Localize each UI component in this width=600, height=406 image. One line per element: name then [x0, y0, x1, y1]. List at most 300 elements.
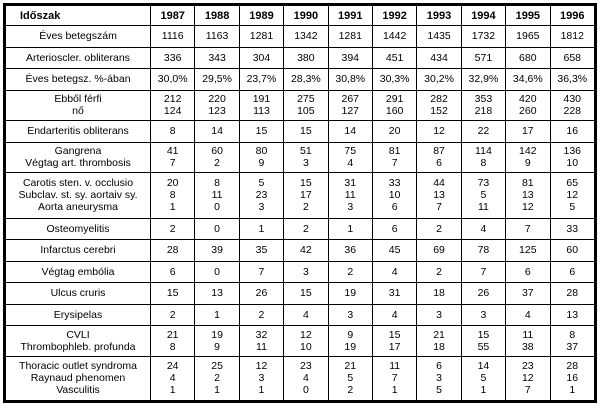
- cell-value: 51: [300, 145, 312, 158]
- value-cell: [328, 326, 372, 357]
- value-cell: [239, 142, 283, 173]
- value-cell: [151, 121, 195, 143]
- cell-value: 15: [166, 287, 179, 300]
- cell-value: 33: [388, 177, 401, 190]
- value-cell: [417, 326, 461, 357]
- value-cell: [417, 26, 461, 48]
- cell-value: 8: [569, 328, 576, 341]
- value-cell: [417, 261, 461, 283]
- cell-value: 260: [519, 105, 537, 118]
- cell-value: 31: [344, 177, 357, 190]
- value-cell: [195, 47, 239, 69]
- table-row: [6, 69, 595, 91]
- table-row: [6, 142, 595, 173]
- cell-value: 19: [211, 328, 223, 341]
- value-cell: [284, 261, 328, 283]
- row-label-line: CVLI: [66, 328, 90, 341]
- cell-value: 30,0%: [157, 73, 188, 86]
- value-cell: [284, 304, 328, 326]
- cell-value: 3: [258, 201, 265, 214]
- cell-value: 6: [524, 265, 531, 278]
- row-label: [6, 304, 151, 326]
- value-cell: [550, 240, 594, 262]
- row-label-line: Endarteritis obliterans: [27, 125, 129, 138]
- value-cell: [328, 69, 372, 91]
- value-cell: [461, 240, 505, 262]
- value-cell: [328, 121, 372, 143]
- row-label-line: nő: [72, 105, 84, 118]
- cell-value: 13: [521, 189, 534, 202]
- table-row: [6, 326, 595, 357]
- cell-value: 10: [300, 340, 312, 353]
- cell-value: 1116: [161, 30, 184, 43]
- cell-value: 6: [169, 265, 176, 278]
- cell-value: 123: [208, 105, 226, 118]
- cell-value: 1435: [427, 30, 451, 43]
- cell-value: 28: [566, 360, 579, 373]
- value-cell: [372, 261, 416, 283]
- value-cell: [284, 240, 328, 262]
- cell-value: 41: [166, 145, 179, 158]
- cell-value: 218: [474, 105, 493, 118]
- value-cell: [461, 142, 505, 173]
- table-row: [6, 26, 595, 48]
- year-header: 1988: [195, 6, 239, 26]
- cell-value: 19: [344, 340, 357, 353]
- year-header: 1993: [417, 6, 461, 26]
- value-cell: [195, 240, 239, 262]
- cell-value: 6: [569, 265, 576, 278]
- cell-value: 291: [385, 93, 404, 106]
- value-cell: [328, 173, 372, 218]
- value-cell: [239, 69, 283, 91]
- row-label: [6, 240, 151, 262]
- cell-value: 35: [255, 244, 268, 257]
- value-cell: [550, 218, 594, 240]
- cell-value: 14: [477, 360, 490, 373]
- cell-value: 11: [256, 340, 267, 353]
- value-cell: [284, 173, 328, 218]
- value-cell: [151, 26, 195, 48]
- value-cell: [328, 26, 372, 48]
- value-cell: [195, 69, 239, 91]
- value-cell: [151, 69, 195, 91]
- cell-value: 45: [388, 244, 401, 257]
- row-label: [6, 121, 151, 143]
- value-cell: [284, 121, 328, 143]
- cell-value: 13: [433, 189, 445, 202]
- cell-value: 15: [477, 328, 490, 341]
- cell-value: 2: [258, 308, 265, 321]
- table-row: [6, 121, 595, 143]
- cell-value: 23: [521, 360, 534, 373]
- value-cell: [417, 173, 461, 218]
- cell-value: 23: [255, 189, 268, 202]
- value-cell: [195, 261, 239, 283]
- value-cell: [151, 218, 195, 240]
- value-cell: [372, 356, 416, 400]
- year-header: 1987: [151, 6, 195, 26]
- cell-value: 8: [169, 125, 176, 138]
- value-cell: [328, 283, 372, 305]
- cell-value: 5: [347, 372, 354, 385]
- cell-value: 6: [391, 222, 398, 235]
- value-cell: [506, 240, 550, 262]
- cell-value: 125: [519, 244, 537, 257]
- cell-value: 2: [169, 222, 176, 235]
- cell-value: 142: [519, 145, 537, 158]
- cell-value: 127: [341, 105, 360, 118]
- year-header: 1990: [284, 6, 328, 26]
- value-cell: [151, 356, 195, 400]
- cell-value: 18: [433, 287, 445, 300]
- value-cell: [417, 142, 461, 173]
- cell-value: 21: [433, 328, 445, 341]
- cell-value: 0: [214, 265, 220, 278]
- header-label: Időszak: [6, 6, 151, 26]
- value-cell: [195, 356, 239, 400]
- cell-value: 13: [566, 308, 579, 321]
- value-cell: [328, 218, 372, 240]
- cell-value: 5: [480, 372, 487, 385]
- value-cell: [461, 304, 505, 326]
- value-cell: [151, 142, 195, 173]
- cell-value: 26: [477, 287, 490, 300]
- cell-value: 17: [300, 189, 312, 202]
- row-label-line: Vasculitis: [56, 384, 100, 397]
- value-cell: [550, 121, 594, 143]
- value-cell: [506, 173, 550, 218]
- table-row: [6, 261, 595, 283]
- cell-value: 3: [436, 372, 442, 385]
- table-row: [6, 240, 595, 262]
- value-cell: [461, 356, 505, 400]
- cell-value: 1163: [205, 30, 229, 43]
- cell-value: 282: [430, 93, 448, 106]
- row-label: [6, 356, 151, 400]
- cell-value: 0: [214, 201, 220, 214]
- value-cell: [550, 261, 594, 283]
- cell-value: 275: [297, 93, 315, 106]
- value-cell: [372, 121, 416, 143]
- cell-value: 1: [569, 384, 576, 397]
- table-row: [6, 283, 595, 305]
- value-cell: [328, 90, 372, 121]
- cell-value: 28: [566, 287, 579, 300]
- value-cell: [417, 47, 461, 69]
- cell-value: 4: [347, 157, 354, 170]
- value-cell: [550, 26, 594, 48]
- row-label-line: Carotis sten. v. occlusio: [22, 177, 134, 190]
- cell-value: 81: [521, 177, 534, 190]
- cell-value: 32,9%: [468, 73, 499, 86]
- value-cell: [550, 173, 594, 218]
- value-cell: [151, 47, 195, 69]
- row-label-line: Arterioscler. obliterans: [26, 51, 130, 64]
- cell-value: 11: [389, 360, 401, 373]
- table-row: [6, 218, 595, 240]
- cell-value: 10: [566, 157, 579, 170]
- cell-value: 680: [519, 51, 537, 64]
- value-cell: [461, 69, 505, 91]
- cell-value: 5: [436, 384, 442, 397]
- value-cell: [372, 173, 416, 218]
- cell-value: 14: [211, 125, 223, 138]
- value-cell: [372, 69, 416, 91]
- value-cell: [372, 218, 416, 240]
- statistics-table: [5, 5, 595, 401]
- value-cell: [328, 356, 372, 400]
- cell-value: 20: [388, 125, 401, 138]
- cell-value: 7: [524, 222, 531, 235]
- cell-value: 60: [211, 145, 223, 158]
- cell-value: 13: [211, 287, 223, 300]
- cell-value: 1281: [338, 30, 362, 43]
- value-cell: [195, 26, 239, 48]
- value-cell: [550, 326, 594, 357]
- value-cell: [461, 261, 505, 283]
- row-label: [6, 47, 151, 69]
- cell-value: 1: [391, 384, 398, 397]
- value-cell: [195, 283, 239, 305]
- cell-value: 6: [436, 360, 442, 373]
- cell-value: 26: [255, 287, 268, 300]
- cell-value: 4: [169, 372, 176, 385]
- value-cell: [239, 261, 283, 283]
- cell-value: 0: [302, 384, 309, 397]
- row-label-line: Subclav. st. sy. aortaiv sy.: [18, 189, 138, 202]
- row-label: [6, 69, 151, 91]
- row-label-line: Osteomyelitis: [46, 222, 110, 235]
- row-label: [6, 26, 151, 48]
- cell-value: 1: [214, 384, 220, 397]
- value-cell: [506, 121, 550, 143]
- cell-value: 1: [258, 384, 265, 397]
- cell-value: 4: [524, 308, 531, 321]
- cell-value: 12: [521, 372, 534, 385]
- value-cell: [284, 142, 328, 173]
- cell-value: 152: [430, 105, 448, 118]
- cell-value: 73: [477, 177, 490, 190]
- year-header: 1992: [372, 6, 416, 26]
- cell-value: 2: [347, 384, 354, 397]
- cell-value: 136: [563, 145, 582, 158]
- value-cell: [239, 121, 283, 143]
- value-cell: [461, 173, 505, 218]
- cell-value: 20: [166, 177, 179, 190]
- value-cell: [328, 261, 372, 283]
- table-row: [6, 173, 595, 218]
- value-cell: [195, 304, 239, 326]
- cell-value: 220: [208, 93, 226, 106]
- cell-value: 2: [302, 201, 309, 214]
- value-cell: [151, 304, 195, 326]
- value-cell: [372, 283, 416, 305]
- row-label-line: Thrombophleb. profunda: [20, 340, 136, 353]
- table-body: [6, 26, 595, 401]
- value-cell: [417, 240, 461, 262]
- row-label-line: Végtag embólia: [41, 265, 115, 278]
- cell-value: 55: [477, 340, 490, 353]
- value-cell: [417, 218, 461, 240]
- cell-value: 60: [566, 244, 579, 257]
- value-cell: [239, 283, 283, 305]
- cell-value: 8: [169, 189, 176, 202]
- value-cell: [151, 326, 195, 357]
- row-label: [6, 326, 151, 357]
- cell-value: 21: [166, 328, 179, 341]
- row-label-line: Éves betegsz. %-ában: [25, 73, 131, 86]
- cell-value: 191: [252, 93, 271, 106]
- cell-value: 4: [302, 372, 309, 385]
- cell-value: 36,3%: [557, 73, 588, 86]
- value-cell: [284, 326, 328, 357]
- value-cell: [239, 326, 283, 357]
- cell-value: 15: [300, 177, 312, 190]
- value-cell: [239, 240, 283, 262]
- row-label-line: Thoracic outlet syndroma: [19, 360, 137, 373]
- cell-value: 15: [300, 125, 312, 138]
- cell-value: 3: [480, 308, 487, 321]
- cell-value: 105: [297, 105, 315, 118]
- cell-value: 5: [258, 177, 265, 190]
- value-cell: [195, 121, 239, 143]
- cell-value: 1442: [382, 30, 407, 43]
- value-cell: [195, 326, 239, 357]
- value-cell: [461, 26, 505, 48]
- cell-value: 2: [214, 372, 220, 385]
- cell-value: 304: [252, 51, 271, 64]
- year-header: 1991: [328, 6, 372, 26]
- value-cell: [417, 304, 461, 326]
- cell-value: 5: [569, 201, 576, 214]
- cell-value: 0: [214, 222, 220, 235]
- cell-value: 28: [166, 244, 179, 257]
- cell-value: 113: [253, 105, 270, 118]
- cell-value: 22: [477, 125, 490, 138]
- value-cell: [506, 47, 550, 69]
- cell-value: 8: [214, 177, 220, 190]
- cell-value: 12: [300, 328, 312, 341]
- cell-value: 3: [302, 265, 309, 278]
- cell-value: 78: [477, 244, 490, 257]
- cell-value: 25: [211, 360, 223, 373]
- cell-value: 11: [477, 201, 489, 214]
- cell-value: 3: [347, 201, 354, 214]
- cell-value: 380: [297, 51, 315, 64]
- cell-value: 7: [391, 372, 398, 385]
- cell-value: 37: [566, 340, 579, 353]
- statistics-table-frame: [3, 3, 597, 403]
- cell-value: 32: [255, 328, 268, 341]
- value-cell: [417, 356, 461, 400]
- cell-value: 7: [258, 265, 265, 278]
- row-label-line: Éves betegszám: [39, 30, 117, 43]
- value-cell: [461, 283, 505, 305]
- value-cell: [461, 121, 505, 143]
- cell-value: 39: [211, 244, 223, 257]
- value-cell: [417, 121, 461, 143]
- cell-value: 19: [344, 287, 357, 300]
- value-cell: [239, 304, 283, 326]
- cell-value: 1: [480, 384, 487, 397]
- row-label-line: Gangrena: [54, 145, 102, 158]
- cell-value: 5: [480, 189, 487, 202]
- cell-value: 4: [391, 265, 398, 278]
- cell-value: 6: [436, 157, 442, 170]
- cell-value: 114: [475, 145, 492, 158]
- cell-value: 9: [524, 157, 531, 170]
- cell-value: 16: [566, 125, 579, 138]
- cell-value: 21: [344, 360, 357, 373]
- cell-value: 1: [169, 384, 176, 397]
- value-cell: [372, 304, 416, 326]
- row-label-line: Erysipelas: [53, 308, 103, 321]
- cell-value: 38: [521, 340, 534, 353]
- cell-value: 80: [255, 145, 268, 158]
- cell-value: 7: [391, 157, 398, 170]
- value-cell: [151, 90, 195, 121]
- value-cell: [328, 142, 372, 173]
- cell-value: 30,2%: [424, 73, 454, 86]
- value-cell: [284, 283, 328, 305]
- value-cell: [550, 304, 594, 326]
- cell-value: 2: [302, 222, 309, 235]
- cell-value: 24: [166, 360, 179, 373]
- row-label: [6, 261, 151, 283]
- cell-value: 11: [522, 328, 534, 341]
- value-cell: [195, 218, 239, 240]
- value-cell: [506, 261, 550, 283]
- value-cell: [239, 47, 283, 69]
- cell-value: 160: [385, 105, 404, 118]
- cell-value: 3: [436, 308, 442, 321]
- cell-value: 1732: [471, 30, 496, 43]
- value-cell: [239, 218, 283, 240]
- value-cell: [239, 90, 283, 121]
- value-cell: [239, 356, 283, 400]
- cell-value: 16: [566, 372, 579, 385]
- row-label-line: Aorta aneurysma: [38, 201, 118, 214]
- value-cell: [506, 304, 550, 326]
- value-cell: [461, 326, 505, 357]
- row-label-line: Ulcus cruris: [50, 287, 106, 300]
- value-cell: [195, 90, 239, 121]
- value-cell: [372, 142, 416, 173]
- cell-value: 4: [480, 222, 487, 235]
- value-cell: [195, 142, 239, 173]
- cell-value: 336: [163, 51, 182, 64]
- cell-value: 12: [433, 125, 445, 138]
- cell-value: 571: [474, 51, 493, 64]
- row-label: [6, 283, 151, 305]
- year-header: 1996: [550, 6, 594, 26]
- row-label: [6, 90, 151, 121]
- value-cell: [506, 283, 550, 305]
- cell-value: 7: [169, 157, 176, 170]
- value-cell: [284, 356, 328, 400]
- value-cell: [506, 218, 550, 240]
- value-cell: [550, 69, 594, 91]
- cell-value: 30,8%: [335, 73, 366, 86]
- cell-value: 9: [258, 157, 265, 170]
- cell-value: 17: [521, 125, 534, 138]
- value-cell: [195, 173, 239, 218]
- cell-value: 42: [300, 244, 312, 257]
- value-cell: [550, 90, 594, 121]
- cell-value: 4: [391, 308, 398, 321]
- cell-value: 11: [344, 189, 356, 202]
